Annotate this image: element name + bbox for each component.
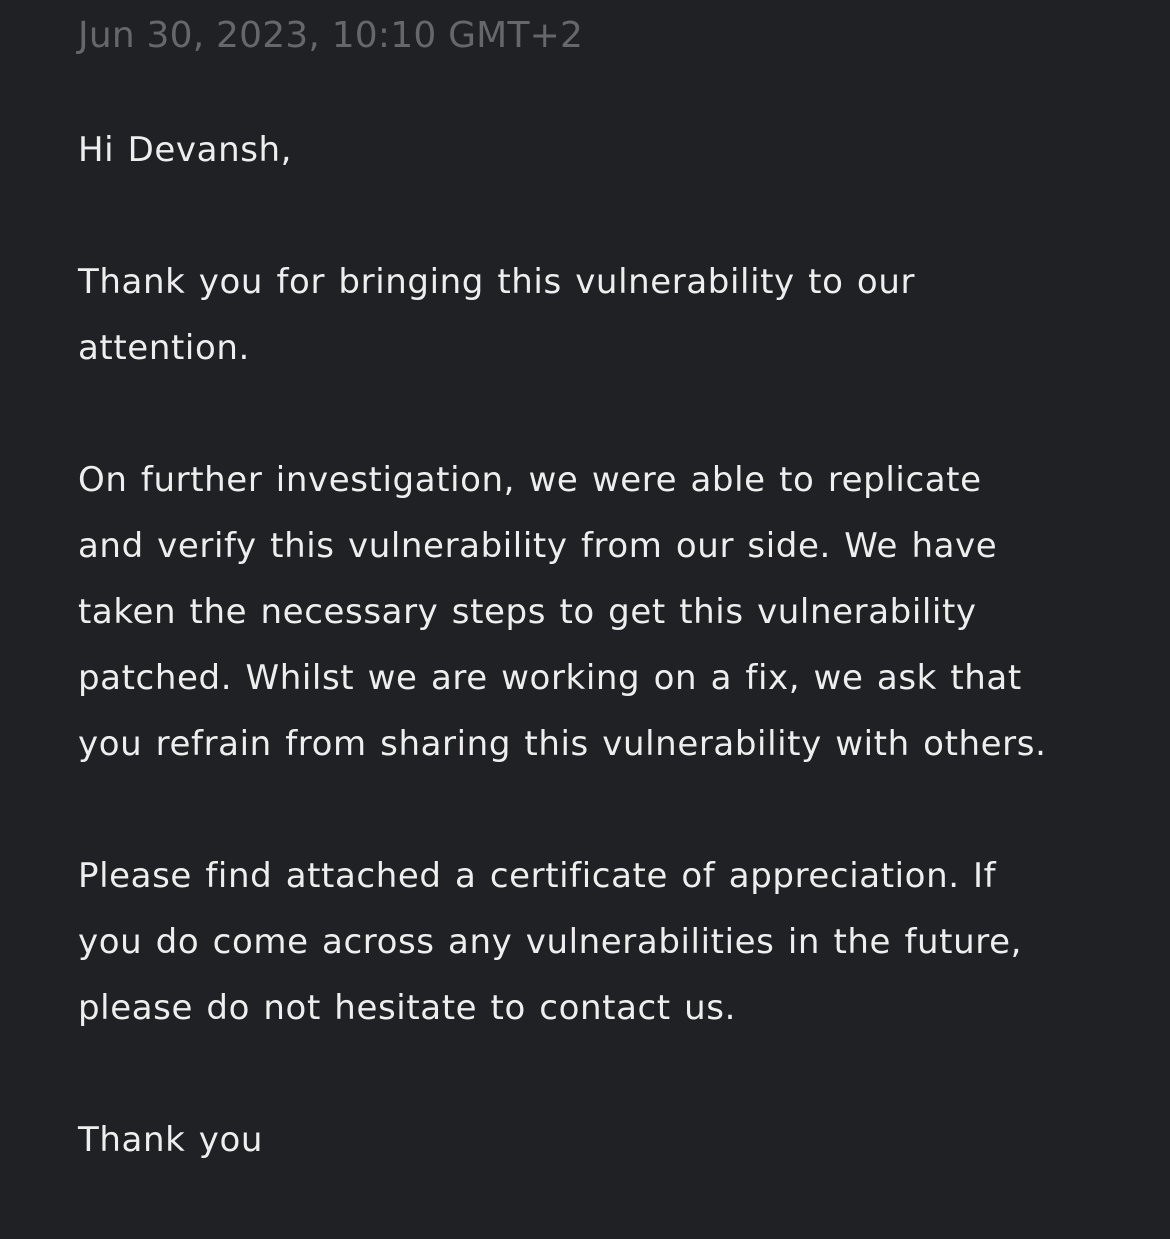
closing (78, 1107, 1108, 1173)
paragraph-line: Please find attached a certificate of appreciation. If (78, 856, 997, 896)
paragraph-investigation (78, 447, 1108, 777)
email-timestamp: Jun 30, 2023, 10:10 GMT+2 (78, 15, 584, 56)
paragraph-line: you refrain from sharing this vulnerability with others. (78, 724, 1047, 764)
paragraph-line: taken the necessary steps to get this vulnerability (78, 592, 977, 632)
paragraph-line: Thank you for bringing this vulnerability to our (78, 262, 916, 302)
paragraph-line: and verify this vulnerability from our side. We have (78, 526, 998, 566)
paragraph-line: you do come across any vulnerabilities in the future, (78, 922, 1023, 962)
paragraph-line: On further investigation, we were able to replicate (78, 460, 982, 500)
paragraph-line: attention. (78, 328, 250, 368)
paragraph-certificate (78, 843, 1108, 1041)
email-body (78, 117, 1108, 1239)
paragraph-thanks (78, 249, 1108, 381)
paragraph-line: please do not hesitate to contact us. (78, 988, 737, 1028)
greeting-text: Hi Devansh, (78, 130, 293, 170)
closing-text: Thank you (78, 1120, 264, 1160)
greeting (78, 117, 1108, 183)
paragraph-line: patched. Whilst we are working on a fix, we ask that (78, 658, 1022, 698)
